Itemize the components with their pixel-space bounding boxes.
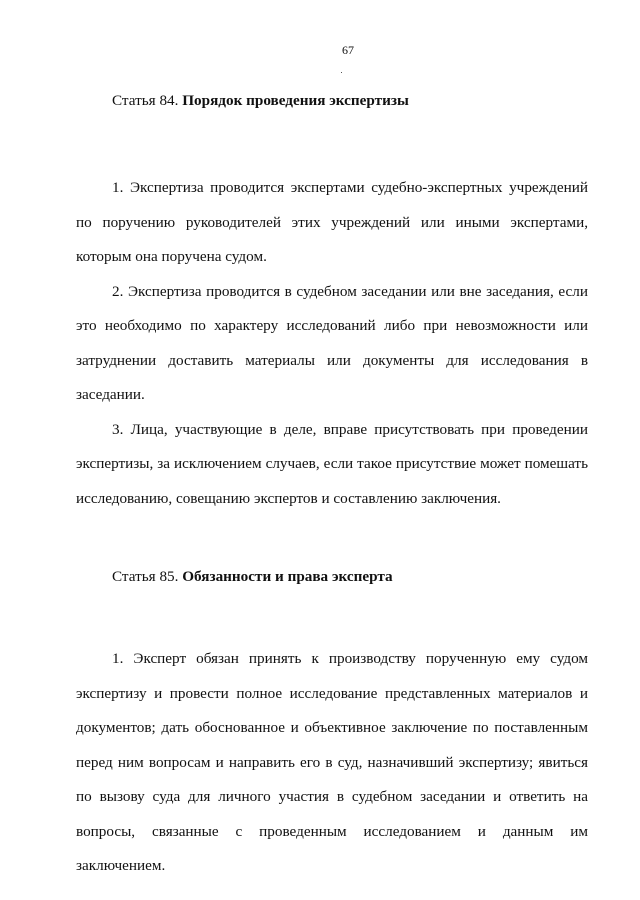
article-84-title: Порядок проведения экспертизы xyxy=(182,92,409,109)
article-85-title: Обязанности и права эксперта xyxy=(182,568,393,585)
article-85-paragraph-1: 1. Эксперт обязан принять к производству порученную ему судом экспертизу и провести полное исследование представленных материалов и документов; дать обоснованное и объективное заключение по поставленным перед ним вопросам и направить его в суд, назначивший экспертизу; явиться по вызову суда для личного участия в судебном заседании и ответить на вопросы, связанные с проведенным исследованием и данным им заключением. xyxy=(76,650,588,874)
article-85-prefix: Статья 85. xyxy=(112,568,179,585)
article-84-paragraph-1: 1. Экспертиза проводится экспертами судебно-экспертных учреждений по поручению руководителей этих учреждений или иными экспертами, которым она поручена судом. xyxy=(76,179,588,265)
article-85-heading xyxy=(76,560,588,594)
scan-speck xyxy=(341,72,342,73)
article-84-paragraph-3: 3. Лица, участвующие в деле, вправе присутствовать при проведении экспертизы, за исключением случаев, если такое присутствие может помешать исследованию, совещанию экспертов и составлению заключения. xyxy=(76,420,588,507)
article-84-heading xyxy=(76,84,588,118)
article-84-prefix: Статья 84. xyxy=(112,92,179,109)
document-body xyxy=(76,84,588,884)
article-84-paragraph-2: 2. Экспертиза проводится в судебном заседании или вне заседания, если это необходимо по характеру исследований либо при невозможности или затруднении доставить материалы или документы для исследования в заседании. xyxy=(76,282,588,403)
page-number: 67 xyxy=(342,43,354,57)
